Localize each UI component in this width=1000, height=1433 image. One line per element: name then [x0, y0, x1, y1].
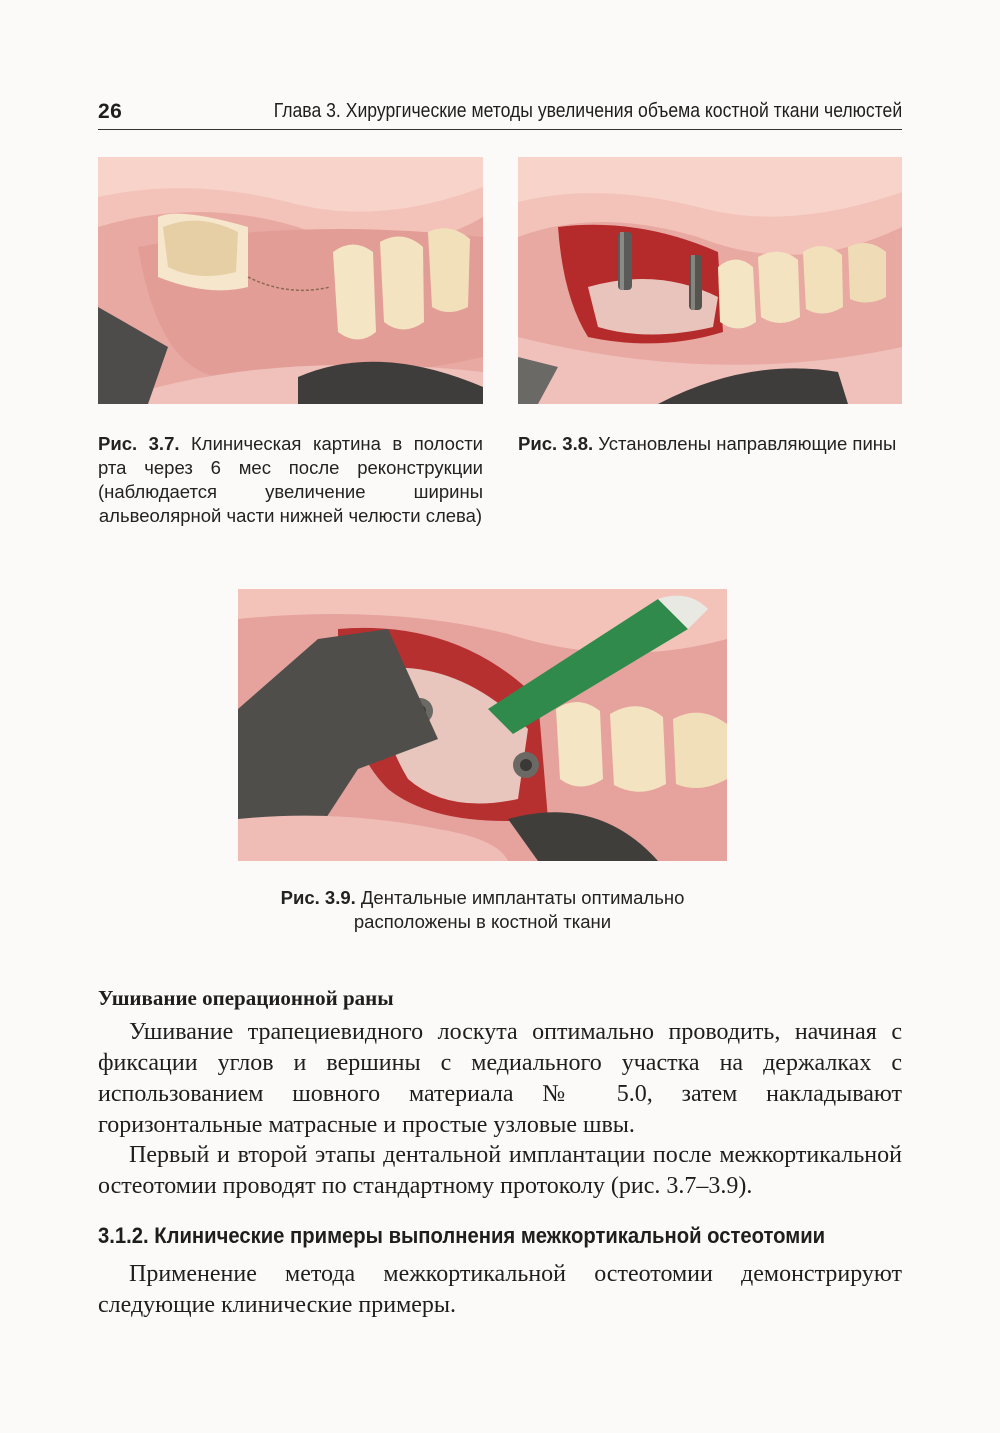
figure-3-8-text: Установлены направляющие пины: [598, 433, 897, 454]
figure-3-7-text: Клиническая картина в полости рта через 6 мес после реконструкции (наблюдается увеличение ширины альвеолярной части нижней челюсти слева): [98, 433, 483, 526]
figure-3-7-photo: [98, 157, 483, 404]
body-paragraph: Применение метода межкортикальной остеотомии демонстрируют следующие клинические примеры.: [98, 1261, 902, 1318]
body-paragraph: Ушивание трапециевидного лоскута оптимально проводить, начиная с фиксации углов и вершины с медиального участка на держалках с использованием шовного материала № 5.0, затем накладывают горизонтальные матрасные и простые узловые швы.: [98, 1019, 902, 1138]
figure-3-9-label: Рис. 3.9.: [280, 887, 356, 908]
body-paragraph: Первый и второй этапы дентальной имплантации после межкортикальной остеотомии проводят по стандартному протоколу (рис. 3.7–3.9).: [98, 1142, 902, 1199]
figure-3-8-caption: [518, 432, 902, 456]
figure-3-7-label: Рис. 3.7.: [98, 433, 180, 454]
figure-3-8-photo: [518, 157, 902, 404]
page-number: 26: [98, 100, 123, 123]
figure-3-8-label: Рис. 3.8.: [518, 433, 594, 454]
figure-3-9-photo: [238, 589, 727, 861]
section-heading: 3.1.2. Клинические примеры выполнения межкортикальной остеотомии: [98, 1223, 826, 1248]
subsection-heading: Ушивание операционной раны: [98, 986, 394, 1010]
figure-3-7-caption: [98, 432, 483, 528]
figure-3-9-text: Дентальные имплантаты оптимально расположены в костной ткани: [353, 887, 685, 932]
figure-3-9-caption: [230, 886, 735, 934]
running-title: Глава 3. Хирургические методы увеличения объема костной ткани челюстей: [273, 100, 902, 122]
header-rule: [98, 129, 902, 130]
